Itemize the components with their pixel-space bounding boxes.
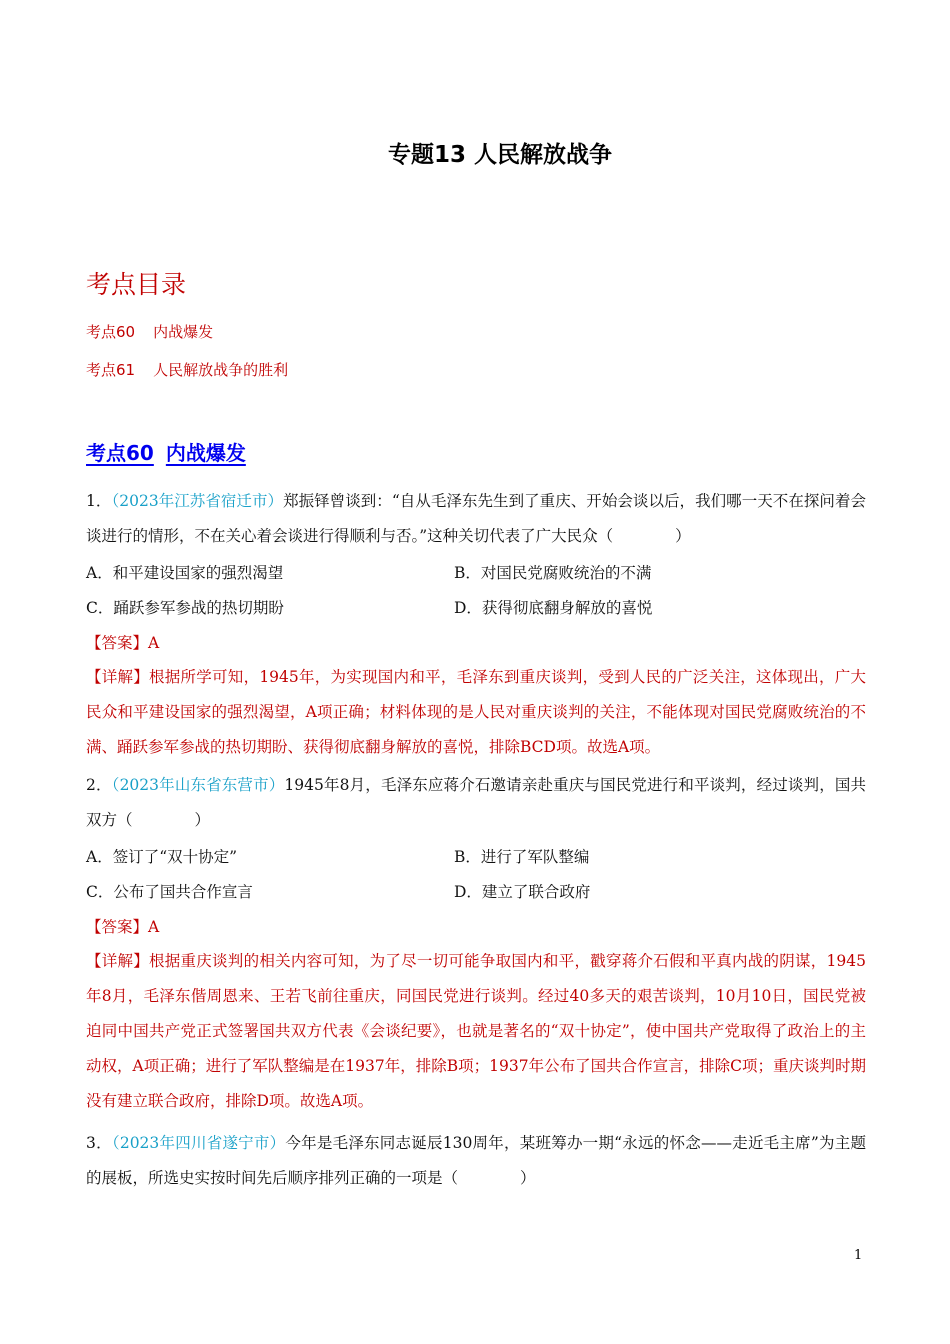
toc-item[interactable] bbox=[86, 359, 288, 380]
question-1-stem bbox=[86, 484, 866, 554]
toc-item-name: 内战爆发 bbox=[153, 323, 214, 341]
question-2-options bbox=[86, 840, 866, 910]
question-text: 1945年8月，毛泽东应蒋介石邀请亲赴重庆与国民党进行和平谈判，经过谈判，国共双方（ ） bbox=[86, 776, 866, 829]
toc-item-code: 考点61 bbox=[86, 361, 136, 379]
page-number: 1 bbox=[854, 1248, 863, 1263]
toc-item-name: 人民解放战争的胜利 bbox=[153, 361, 289, 379]
option-b: B．对国民党腐败统治的不满 bbox=[454, 564, 652, 582]
question-number: 3． bbox=[86, 1134, 112, 1152]
question-1-detail: 【详解】根据所学可知，1945年，为实现国内和平，毛泽东到重庆谈判，受到人民的广泛关注，这体现出，广大民众和平建设国家的强烈渴望，A项正确；材料体现的是人民对重庆谈判的关注，不能体现对国民党腐败统治的不满、踊跃参军参战的热切期盼、获得彻底翻身解放的喜悦，排除BCD项。故选A项。 bbox=[86, 668, 866, 756]
question-3-stem bbox=[86, 1126, 866, 1196]
option-c: C．公布了国共合作宣言 bbox=[86, 883, 253, 901]
option-c: C．踊跃参军参战的热切期盼 bbox=[86, 599, 284, 617]
question-2-answer: 【答案】A bbox=[86, 918, 160, 936]
toc-item-code: 考点60 bbox=[86, 323, 136, 341]
question-number: 1． bbox=[86, 492, 112, 510]
question-1-answer: 【答案】A bbox=[86, 634, 160, 652]
toc-item[interactable] bbox=[86, 321, 213, 342]
question-text: 郑振铎曾谈到：“自从毛泽东先生到了重庆、开始会谈以后，我们哪一天不在探问着会谈进行的情形，不在关心着会谈进行得顺利与否。”这种关切代表了广大民众（ ） bbox=[86, 492, 866, 545]
question-source: （2023年江苏省宿迁市） bbox=[111, 492, 284, 510]
section-name: 内战爆发 bbox=[165, 441, 246, 465]
option-a: A．和平建设国家的强烈渴望 bbox=[86, 564, 284, 582]
question-2-detail: 【详解】根据重庆谈判的相关内容可知，为了尽一切可能争取国内和平，戳穿蒋介石假和平真内战的阴谋，1945年8月，毛泽东偕周恩来、王若飞前往重庆，同国民党进行谈判。经过40多天的艰苦谈判，10月10日，国民党被迫同中国共产党正式签署国共双方代表《会谈纪要》，也就是著名的“双十协定”，使中国共产党取得了政治上的主动权，A项正确；进行了军队整编是在1937年，排除B项；1937年公布了国共合作宣言，排除C项；重庆谈判时期没有建立联合政府，排除D项。故选A项。 bbox=[86, 952, 866, 1110]
page-title: 专题13 人民解放战争 bbox=[387, 142, 612, 168]
question-text: 今年是毛泽东同志诞辰130周年，某班筹办一期“永远的怀念——走近毛主席”为主题的展板，所选史实按时间先后顺序排列正确的一项是（ ） bbox=[86, 1134, 867, 1187]
toc-heading: 考点目录 bbox=[86, 270, 187, 299]
section-heading-link[interactable] bbox=[86, 437, 246, 466]
question-source: （2023年四川省遂宁市） bbox=[111, 1134, 286, 1152]
question-2-stem bbox=[86, 768, 866, 838]
option-d: D．建立了联合政府 bbox=[454, 883, 591, 901]
option-b: B．进行了军队整编 bbox=[454, 848, 590, 866]
question-source: （2023年山东省东营市） bbox=[111, 776, 285, 794]
question-number: 2． bbox=[86, 776, 112, 794]
option-a: A．签订了“双十协定” bbox=[86, 848, 238, 866]
option-d: D．获得彻底翻身解放的喜悦 bbox=[454, 599, 653, 617]
question-1-options bbox=[86, 556, 866, 626]
section-code: 考点60 bbox=[86, 441, 154, 465]
